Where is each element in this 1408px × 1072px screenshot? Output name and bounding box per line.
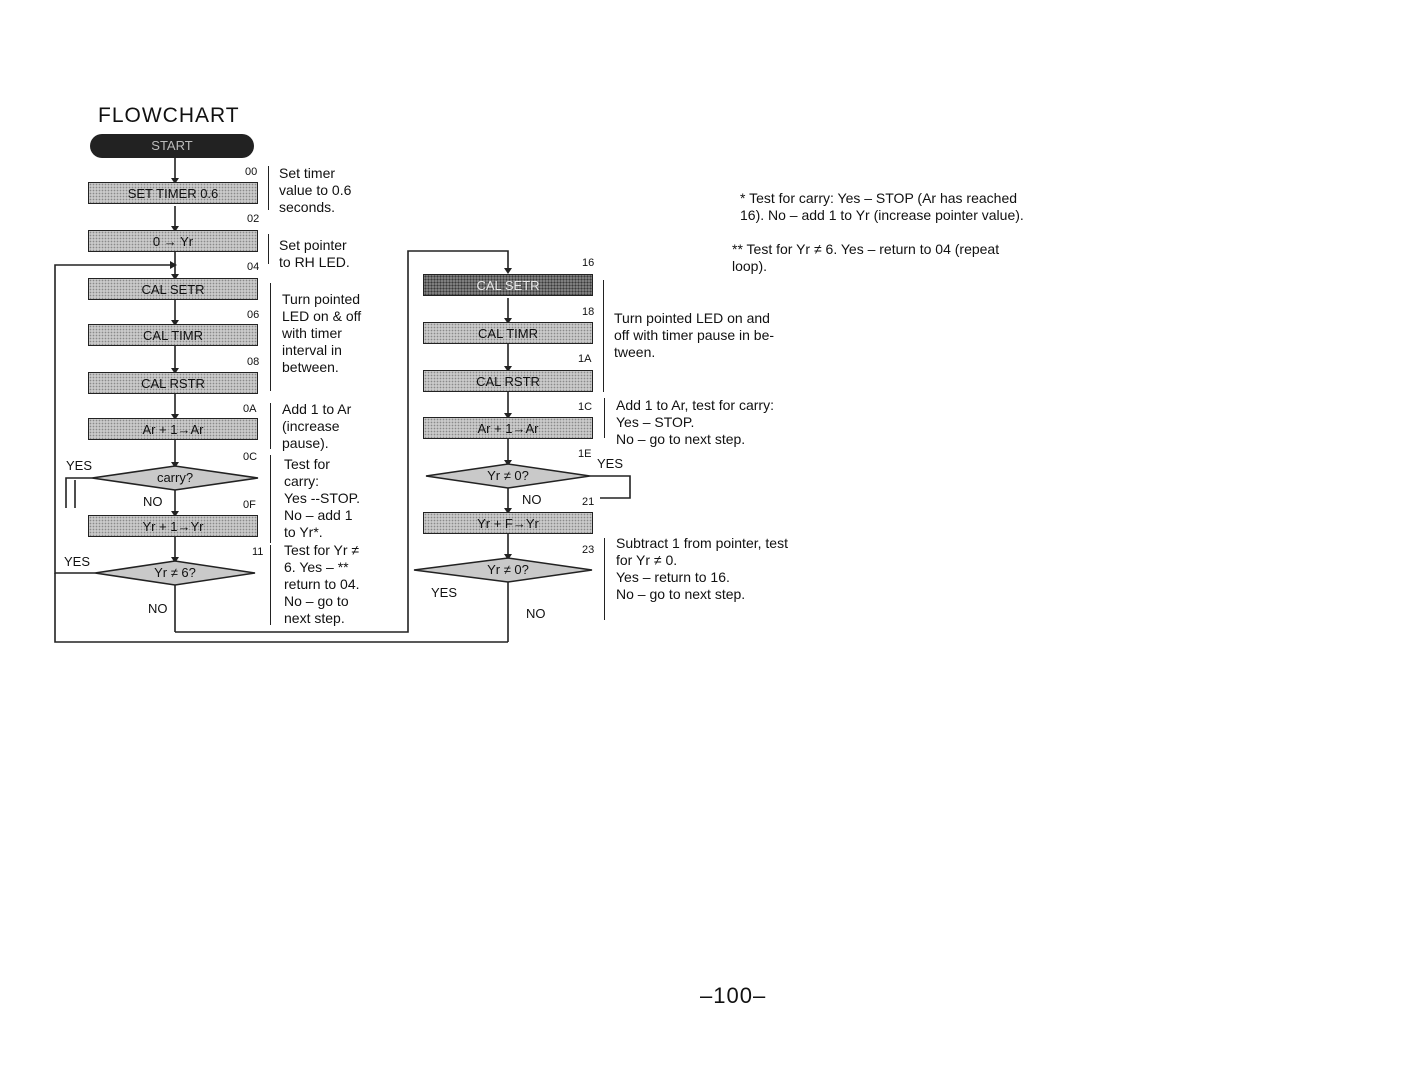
addr-1a: 1A (578, 353, 592, 365)
note-right-turn-led: Turn pointed LED on and off with timer pause in be- tween. (614, 310, 775, 360)
yr0-1e-yes-label: YES (597, 456, 624, 471)
note-bracket (268, 166, 269, 210)
box-cal-setr: CAL SETR (88, 278, 258, 300)
box-right-cal-timr: CAL TIMR (423, 322, 593, 344)
addr-18: 18 (582, 306, 595, 318)
page-title: FLOWCHART (98, 104, 240, 127)
addr-04: 04 (247, 261, 260, 273)
note-bracket (603, 280, 604, 392)
addr-08: 08 (247, 356, 260, 368)
carry-yes-label: YES (66, 458, 93, 473)
box-right-ar-plus-1: Ar + 1→Ar (423, 417, 593, 439)
box-cal-rstr: CAL RSTR (88, 372, 258, 394)
yr0-1e-no-label: NO (522, 492, 542, 507)
addr-00: 00 (245, 166, 258, 178)
footnote-carry: * Test for carry: Yes – STOP (Ar has reached 16). No – add 1 to Yr (increase pointer value). (740, 190, 1024, 223)
carry-no-label: NO (143, 494, 163, 509)
note-set-timer: Set timer value to 0.6 seconds. (279, 165, 352, 215)
box-yr-plus-1: Yr + 1→Yr (88, 515, 258, 537)
diamond-carry-label: carry? (156, 470, 194, 485)
note-right-subtract: Subtract 1 from pointer, test for Yr ≠ 0. Yes – return to 16. No – go to next step. (616, 535, 788, 602)
note-set-pointer: Set pointer to RH LED. (279, 237, 350, 270)
yr0-23-no-label: NO (526, 606, 546, 621)
box-right-yr-plus-f: Yr + F→Yr (423, 512, 593, 534)
addr-1c: 1C (578, 401, 593, 413)
box-cal-timr: CAL TIMR (88, 324, 258, 346)
note-bracket (604, 538, 605, 620)
box-ar-plus-1: Ar + 1→Ar (88, 418, 258, 440)
diamond-1e-label: Yr ≠ 0? (487, 468, 529, 483)
addr-0c: 0C (243, 451, 258, 463)
box-set-timer: SET TIMER 0.6 (88, 182, 258, 204)
yr0-23-yes-label: YES (431, 585, 458, 600)
box-right-cal-setr: CAL SETR (423, 274, 593, 296)
diamond-yr6-label: Yr ≠ 6? (154, 565, 196, 580)
box-right-cal-rstr: CAL RSTR (423, 370, 593, 392)
addr-1e: 1E (578, 448, 592, 460)
note-bracket (270, 403, 271, 449)
note-test-carry: Test for carry: Yes --STOP. No – add 1 to Yr*. (284, 456, 361, 540)
page-number: –100– (700, 983, 767, 1008)
addr-0a: 0A (243, 403, 257, 415)
addr-21: 21 (582, 496, 595, 508)
yr6-yes-label: YES (64, 554, 91, 569)
addr-23: 23 (582, 544, 595, 556)
addr-0f: 0F (243, 499, 256, 511)
note-bracket (268, 234, 269, 264)
note-bracket (270, 455, 271, 543)
addr-11: 11 (252, 546, 264, 558)
footnote-yr6: ** Test for Yr ≠ 6. Yes – return to 04 (repeat loop). (732, 241, 1000, 274)
note-right-add-ar: Add 1 to Ar, test for carry: Yes – STOP. No – go to next step. (616, 397, 774, 447)
addr-02: 02 (247, 213, 260, 225)
note-test-yr6: Test for Yr ≠ 6. Yes – ** return to 04. No – go to next step. (284, 542, 360, 626)
diamond-23-label: Yr ≠ 0? (487, 562, 529, 577)
note-add-ar: Add 1 to Ar (increase pause). (282, 401, 352, 451)
note-bracket (270, 545, 271, 625)
start-terminal: START (90, 134, 254, 158)
yr6-no-label: NO (148, 601, 168, 616)
addr-06: 06 (247, 309, 260, 321)
note-bracket (604, 398, 605, 438)
addr-16: 16 (582, 257, 595, 269)
box-set-pointer: 0 → Yr (88, 230, 258, 252)
note-bracket (270, 283, 271, 391)
note-turn-led: Turn pointed LED on & off with timer interval in between. (282, 291, 362, 375)
